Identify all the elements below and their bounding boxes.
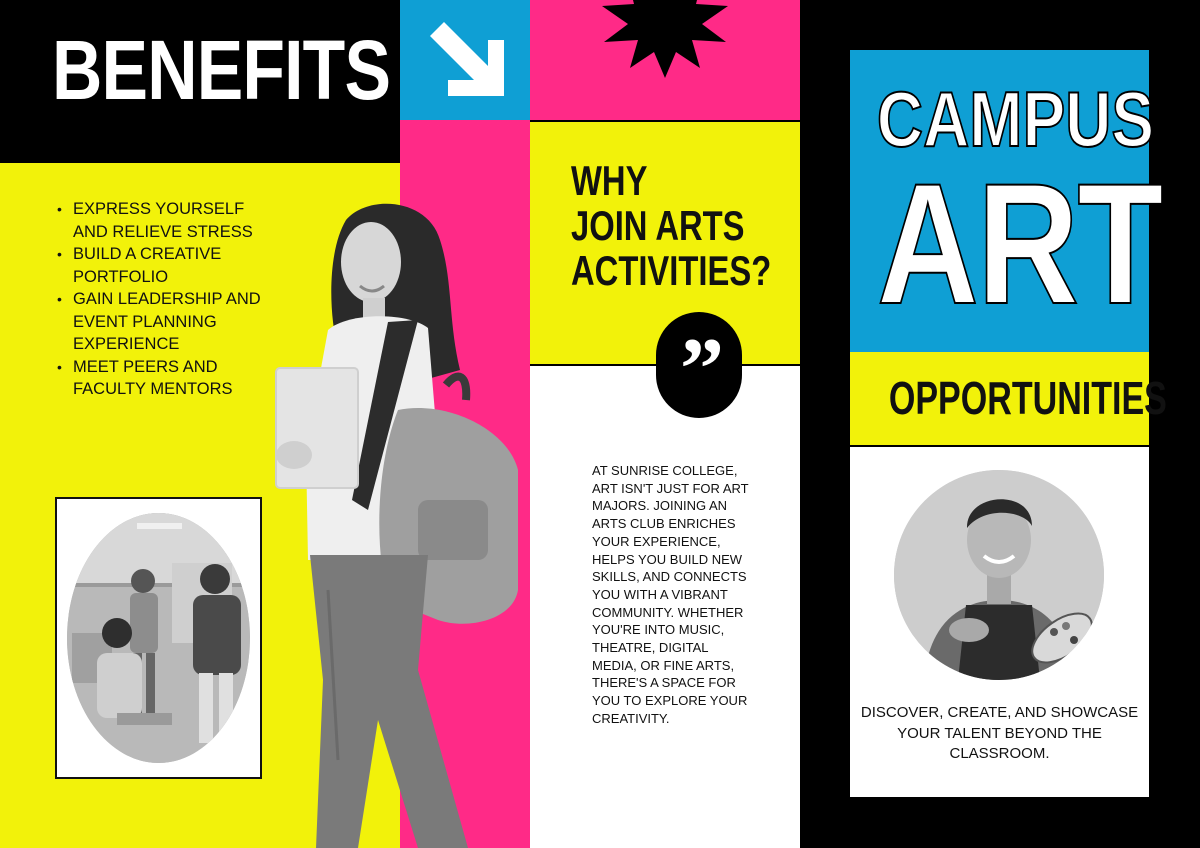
list-item: • MEET PEERS AND FACULTY MENTORS	[55, 356, 265, 401]
list-item: • BUILD A CREATIVE PORTFOLIO	[55, 243, 265, 288]
benefits-list	[55, 198, 265, 401]
benefits-title: BENEFITS	[52, 23, 391, 117]
quote-icon: ”	[656, 312, 742, 418]
starburst-tile	[530, 0, 800, 120]
classroom-photo-frame	[55, 497, 262, 779]
why-join-body: AT SUNRISE COLLEGE, ART ISN'T JUST FOR ART MAJORS. JOINING AN ARTS CLUB ENRICHES YOUR EXPERIENCE, HELPS YOU BUILD NEW SKILLS, AND CONNECTS YOU WITH A VIBRANT COMMUNITY. WHETHER YOU'RE INTO MUSIC, THEATRE, DIGITAL MEDIA, OR FINE ARTS, THERE'S A SPACE FOR YOU TO EXPLORE YOUR CREATIVITY.	[592, 463, 749, 726]
cover-tagline: DISCOVER, CREATE, AND SHOWCASE YOUR TALENT BEYOND THE CLASSROOM.	[860, 704, 1139, 762]
why-join-heading: WHY JOIN ARTS ACTIVITIES?	[571, 157, 772, 294]
list-item: • GAIN LEADERSHIP AND EVENT PLANNING EXPERIENCE	[55, 288, 265, 356]
campus-title: CAMPUS	[876, 75, 1155, 163]
opportunities-title: OPPORTUNITIES	[888, 372, 1167, 424]
arrow-tile	[400, 0, 530, 120]
classroom-photo	[67, 513, 250, 763]
list-item: • EXPRESS YOURSELF AND RELIEVE STRESS	[55, 198, 265, 243]
artist-portrait	[894, 470, 1104, 680]
arrow-down-right-icon	[400, 0, 530, 120]
student-photo	[268, 200, 528, 848]
starburst-icon	[530, 0, 800, 120]
art-title: ART	[876, 148, 1162, 340]
